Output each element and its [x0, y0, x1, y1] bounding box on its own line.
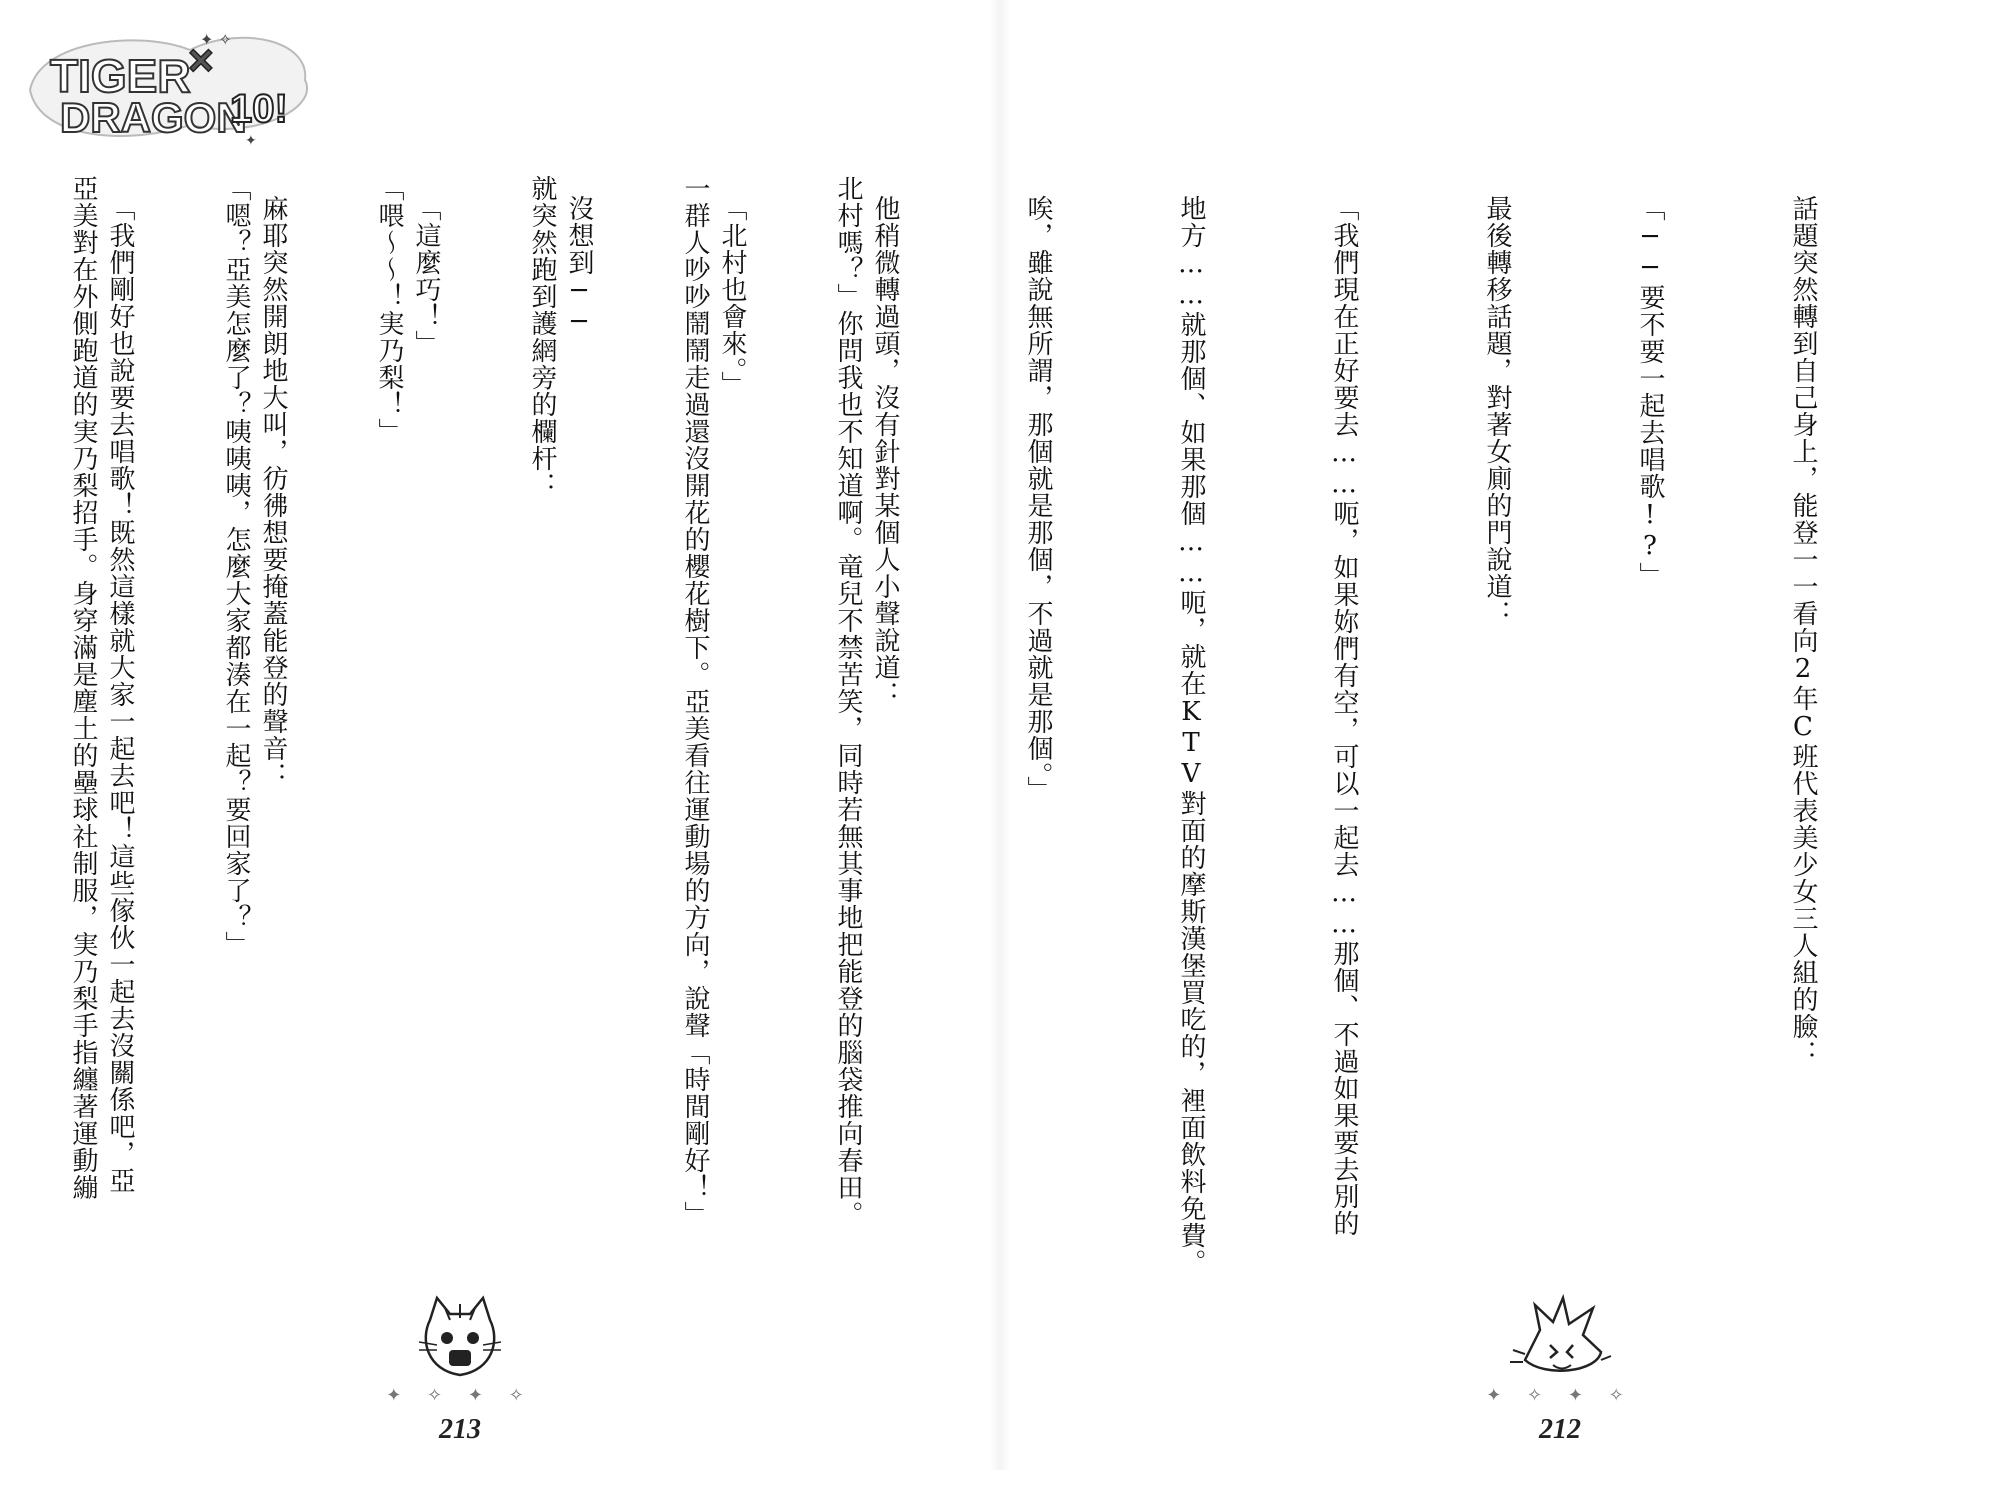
text-line: 北村嗎？」你問我也不知道啊。竜兒不禁苦笑，同時若無其事地把能登的腦袋推向春田。: [833, 175, 863, 1228]
logo-mark: ×: [188, 36, 214, 85]
tiger-dragon-logo-icon: [20, 20, 320, 150]
text-line: 唉，雖說無所謂，那個就是那個，不過就是那個。」: [1023, 195, 1053, 803]
text-line: 「喂～～！実乃梨！」: [374, 175, 404, 445]
text-line: 話題突然轉到自己身上，能登一一看向2年C班代表美少女三人組的臉：: [1788, 195, 1818, 1067]
text-line: 最後轉移話題，對著女廁的門說道：: [1482, 195, 1512, 627]
text-line: 「我們現在正好要去……呃，如果妳們有空，可以一起去……那個、不過如果要去別的: [1329, 195, 1359, 1237]
text-line: 「──要不要一起去唱歌!?」: [1635, 195, 1665, 589]
star-decoration: ✦ ✧ ✦ ✧: [386, 1385, 534, 1406]
right-page-footer: [1460, 1290, 1660, 1490]
logo-text-top: TIGER: [50, 50, 191, 102]
text-line: 他稍微轉過頭，沒有針對某個人小聲說道：: [870, 195, 900, 708]
star-icon: ✦ ✧: [200, 30, 232, 49]
logo-text-bottom: DRAGON: [60, 94, 247, 141]
text-line: 地方……就那個、如果那個……呃，就在KTV對面的摩斯漢堡買吃的，裡面飲料免費。: [1176, 195, 1206, 1276]
text-line: 亞美對在外側跑道的実乃梨招手。身穿滿是塵土的壘球社制服，実乃梨手指纏著運動繃: [68, 175, 98, 1201]
left-page-footer: [360, 1290, 560, 1490]
text-line: 麻耶突然開朗地大叫，彷彿想要掩蓋能登的聲音：: [258, 195, 288, 789]
text-line: 「北村也會來。」: [717, 195, 747, 398]
star-icon: ✦: [245, 133, 257, 149]
star-decoration: ✦ ✧ ✦ ✧: [1486, 1385, 1634, 1406]
left-page-body: [68, 175, 975, 1335]
series-logo: [20, 20, 320, 150]
dragon-mascot-icon: [1505, 1290, 1615, 1385]
text-line: 「這麼巧！」: [411, 195, 441, 357]
text-line: 就突然跑到護網旁的欄杆：: [527, 175, 557, 499]
text-line: 「我們剛好也說要去唱歌！既然這樣就大家一起去吧！這些傢伙一起去沒關係吧，亞: [105, 195, 135, 1194]
page-number: 212: [1539, 1414, 1581, 1445]
logo-volume: 10!: [230, 87, 288, 131]
text-line: 一群人吵吵鬧鬧走過還沒開花的櫻花樹下。亞美看往運動場的方向，說聲「時間剛好！」: [680, 175, 710, 1228]
text-line: 「嗯？亞美怎麼了？咦咦咦，怎麼大家都湊在一起？要回家了？」: [221, 175, 251, 958]
page-number: 213: [439, 1414, 481, 1445]
text-line: 沒想到──: [564, 195, 594, 338]
cat-mascot-icon: [405, 1290, 515, 1385]
